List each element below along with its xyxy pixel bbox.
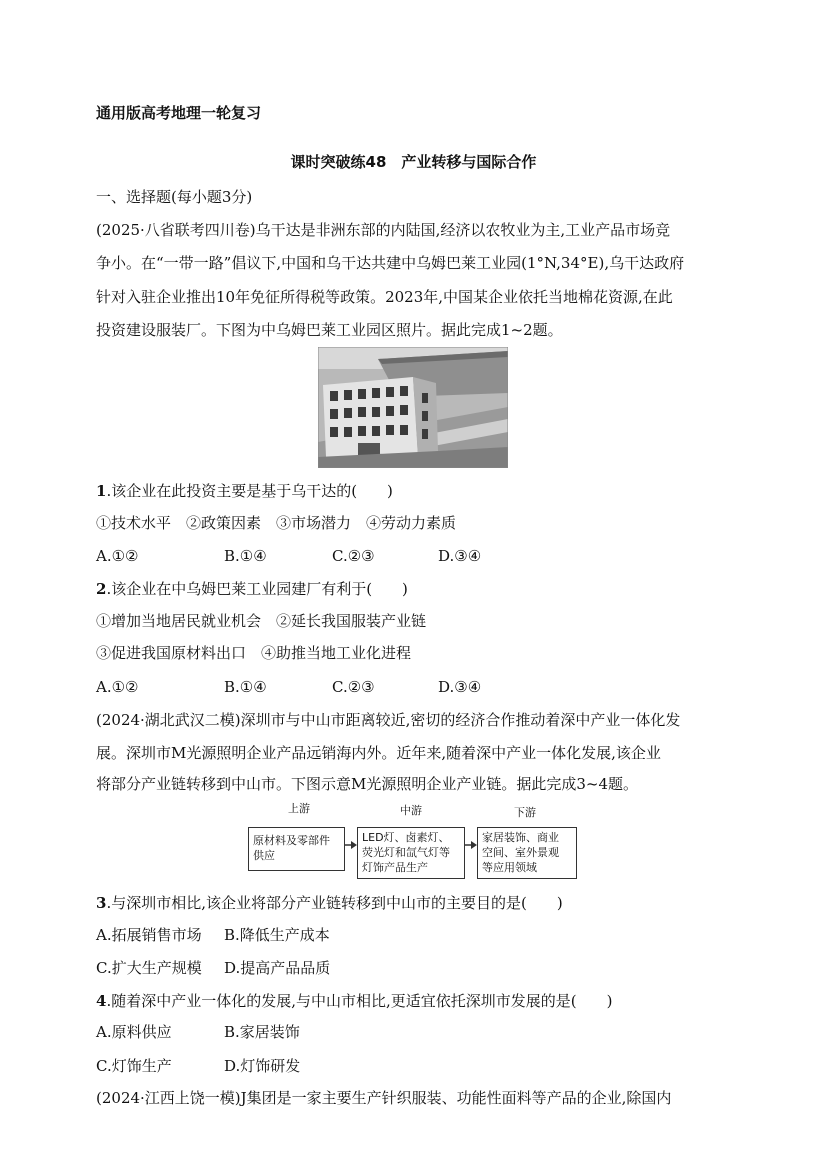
passage1-line-3: 针对入驻企业推出10年免征所得税等政策。2023年,中国某企业依托当地棉花资源,在此 bbox=[96, 288, 673, 306]
question-2-number: 2 bbox=[96, 580, 107, 598]
midstream-box bbox=[357, 827, 465, 879]
downstream-box bbox=[477, 827, 577, 879]
passage2-line-3: 将部分产业链转移到中山市。下图示意M光源照明企业产业链。据此完成3~4题。 bbox=[96, 775, 639, 793]
question-1-option-a[interactable]: A.①② bbox=[96, 547, 139, 565]
question-1-option-b[interactable]: B.①④ bbox=[224, 547, 267, 565]
upstream-box-line-2: 供应 bbox=[253, 849, 275, 862]
question-2-option-b[interactable]: B.①④ bbox=[224, 678, 267, 696]
industry-chain-diagram bbox=[248, 800, 580, 882]
question-4-option-b[interactable]: B.家居装饰 bbox=[224, 1023, 300, 1041]
downstream-box-line-1: 家居装饰、商业 bbox=[482, 831, 559, 844]
passage2-line-2: 展。深圳市M光源照明企业产品远销海内外。近年来,随着深中产业一体化发展,该企业 bbox=[96, 744, 661, 762]
question-3-option-a[interactable]: A.拓展销售市场 bbox=[96, 926, 202, 944]
question-1 bbox=[96, 481, 393, 501]
passage2-line-1: (2024·湖北武汉二模)深圳市与中山市距离较近,密切的经济合作推动着深中产业一体化发 bbox=[96, 711, 681, 729]
passage1-line-2: 争小。在“一带一路”倡议下,中国和乌干达共建中乌姆巴莱工业园(1°N,34°E),乌干达政府 bbox=[96, 254, 685, 272]
midstream-box-line-3: 灯饰产品生产 bbox=[362, 861, 428, 874]
section-heading: 一、选择题(每小题3分) bbox=[96, 188, 253, 206]
passage1-line-4: 投资建设服装厂。下图为中乌姆巴莱工业园区照片。据此完成1~2题。 bbox=[96, 321, 563, 339]
question-1-stem: .该企业在此投资主要是基于乌干达的( ) bbox=[106, 482, 393, 500]
question-2-items-1: ①增加当地居民就业机会 ②延长我国服装产业链 bbox=[96, 612, 427, 630]
upstream-box bbox=[248, 827, 345, 871]
question-3-number: 3 bbox=[96, 894, 107, 912]
downstream-box-line-3: 等应用领域 bbox=[482, 861, 537, 874]
passage1-line-1: (2025·八省联考四川卷)乌干达是非洲东部的内陆国,经济以农牧业为主,工业产品市场竞 bbox=[96, 221, 671, 239]
question-4-number: 4 bbox=[96, 992, 107, 1010]
downstream-box-line-2: 空间、室外景观 bbox=[482, 846, 559, 859]
question-4-option-d[interactable]: D.灯饰研发 bbox=[224, 1057, 301, 1075]
question-1-number: 1 bbox=[96, 482, 107, 500]
question-2-option-c[interactable]: C.②③ bbox=[332, 678, 375, 696]
question-3-option-d[interactable]: D.提高产品品质 bbox=[224, 959, 331, 977]
lesson-title: 课时突破练48 产业转移与国际合作 bbox=[290, 153, 537, 171]
arrow-icon bbox=[465, 840, 477, 850]
question-1-option-c[interactable]: C.②③ bbox=[332, 547, 375, 565]
arrow-icon bbox=[345, 840, 357, 850]
question-4 bbox=[96, 991, 612, 1011]
question-1-option-d[interactable]: D.③④ bbox=[438, 547, 482, 565]
midstream-box-line-2: 荧光灯和氙气灯等 bbox=[362, 846, 450, 859]
question-4-option-a[interactable]: A.原料供应 bbox=[96, 1023, 172, 1041]
downstream-label: 下游 bbox=[514, 806, 536, 819]
question-2-items-2: ③促进我国原材料出口 ④助推当地工业化进程 bbox=[96, 644, 412, 662]
question-1-items: ①技术水平 ②政策因素 ③市场潜力 ④劳动力素质 bbox=[96, 514, 457, 532]
document-header: 通用版高考地理一轮复习 bbox=[96, 104, 262, 122]
passage3-line-1: (2024·江西上饶一模)J集团是一家主要生产针织服装、功能性面料等产品的企业,除国内 bbox=[96, 1089, 672, 1107]
question-2-option-d[interactable]: D.③④ bbox=[438, 678, 482, 696]
industrial-park-photo bbox=[318, 347, 508, 468]
upstream-label: 上游 bbox=[288, 802, 310, 815]
question-3-option-b[interactable]: B.降低生产成本 bbox=[224, 926, 330, 944]
midstream-box-line-1: LED灯、卤素灯、 bbox=[362, 831, 450, 844]
question-2-stem: .该企业在中乌姆巴莱工业园建厂有利于( ) bbox=[106, 580, 408, 598]
upstream-box-line-1: 原材料及零部件 bbox=[253, 834, 330, 847]
question-4-option-c[interactable]: C.灯饰生产 bbox=[96, 1057, 172, 1075]
question-2 bbox=[96, 579, 408, 599]
midstream-label: 中游 bbox=[400, 804, 422, 817]
question-2-option-a[interactable]: A.①② bbox=[96, 678, 139, 696]
question-3 bbox=[96, 893, 563, 913]
question-3-stem: .与深圳市相比,该企业将部分产业链转移到中山市的主要目的是( ) bbox=[106, 894, 563, 912]
question-4-stem: .随着深中产业一体化的发展,与中山市相比,更适宜依托深圳市发展的是( ) bbox=[106, 992, 613, 1010]
question-3-option-c[interactable]: C.扩大生产规模 bbox=[96, 959, 202, 977]
